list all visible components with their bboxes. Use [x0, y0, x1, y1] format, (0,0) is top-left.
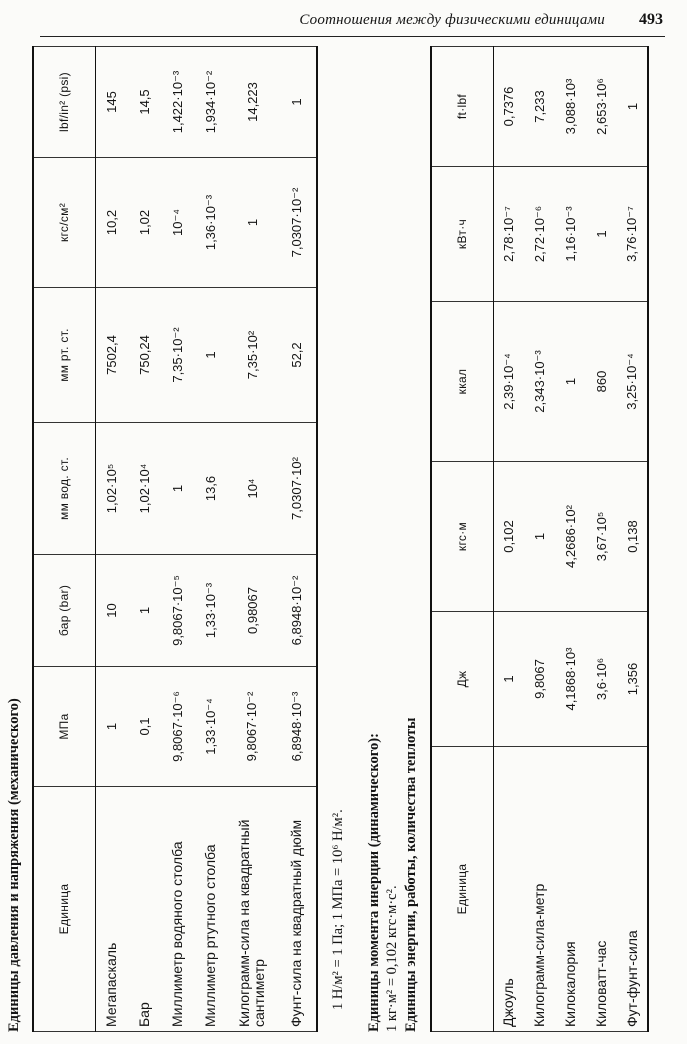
value-cell: 0,7376 — [493, 47, 524, 167]
table-row — [586, 47, 617, 1032]
pressure-header-cell: Единица — [33, 787, 95, 1032]
value-cell: 750,24 — [128, 288, 161, 423]
energy-header-cell: ккал — [431, 302, 493, 462]
inertia-conversion: 1 кг·м² = 0,102 кгс·м·с². — [384, 885, 400, 1032]
value-cell: 0,98067 — [227, 555, 277, 667]
table-row — [617, 47, 648, 1032]
pressure-header-cell: мм рт. ст. — [33, 288, 95, 423]
value-cell: 7,35·10⁻² — [161, 288, 194, 423]
pressure-table — [32, 46, 318, 1032]
value-cell: 1 — [128, 555, 161, 667]
energy-section-title: Единицы энергии, работы, количества теплоты — [403, 717, 419, 1032]
value-cell: 4,1868·10³ — [555, 612, 586, 747]
pressure-header-cell: мм вод. ст. — [33, 423, 95, 555]
value-cell: 2,72·10⁻⁶ — [524, 167, 555, 302]
value-cell: 4,2686·10² — [555, 462, 586, 612]
value-cell: 10,2 — [95, 158, 128, 288]
value-cell: 1,356 — [617, 612, 648, 747]
unit-name: Килограмм-сила-метр — [524, 747, 555, 1032]
value-cell: 1 — [161, 423, 194, 555]
value-cell: 3,67·10⁵ — [586, 462, 617, 612]
table-row — [227, 47, 277, 1032]
value-cell: 6,8948·10⁻² — [277, 555, 317, 667]
pressure-note: 1 Н/м² = 1 Па; 1 МПа = 10⁶ Н/м². — [330, 809, 346, 1010]
energy-table — [430, 46, 649, 1032]
value-cell: 1 — [555, 302, 586, 462]
value-cell: 7,0307·10² — [277, 423, 317, 555]
value-cell: 145 — [95, 47, 128, 158]
pressure-header-cell: МПа — [33, 667, 95, 787]
pressure-header-cell: бар (bar) — [33, 555, 95, 667]
value-cell: 1 — [95, 667, 128, 787]
table-row — [555, 47, 586, 1032]
value-cell: 860 — [586, 302, 617, 462]
energy-header-cell: ft·lbf — [431, 47, 493, 167]
value-cell: 1,16·10⁻³ — [555, 167, 586, 302]
value-cell: 13,6 — [194, 423, 227, 555]
value-cell: 1 — [586, 167, 617, 302]
value-cell: 0,102 — [493, 462, 524, 612]
value-cell: 1 — [617, 47, 648, 167]
pressure-header-cell: lbf/in² (psi) — [33, 47, 95, 158]
page-header — [40, 8, 665, 37]
table-row — [95, 47, 128, 1032]
unit-name: Фут-фунт-сила — [617, 747, 648, 1032]
value-cell: 1,36·10⁻³ — [194, 158, 227, 288]
value-cell: 2,78·10⁻⁷ — [493, 167, 524, 302]
page-number: 493 — [639, 11, 663, 28]
value-cell: 9,8067 — [524, 612, 555, 747]
value-cell: 3,25·10⁻⁴ — [617, 302, 648, 462]
running-title: Соотношения между физическими единицами — [299, 12, 605, 28]
unit-name: Бар — [128, 787, 161, 1032]
value-cell: 7,35·10² — [227, 288, 277, 423]
value-cell: 10 — [95, 555, 128, 667]
energy-header-cell: Дж — [431, 612, 493, 747]
value-cell: 1,02 — [128, 158, 161, 288]
unit-name: Килограмм-сила на квадратный сантиметр — [227, 787, 277, 1032]
value-cell: 1,422·10⁻³ — [161, 47, 194, 158]
value-cell: 14,223 — [227, 47, 277, 158]
value-cell: 3,6·10⁶ — [586, 612, 617, 747]
table-row — [493, 47, 524, 1032]
table-row — [524, 47, 555, 1032]
table-row — [277, 47, 317, 1032]
value-cell: 14,5 — [128, 47, 161, 158]
value-cell: 10⁴ — [227, 423, 277, 555]
energy-header-cell: кгс·м — [431, 462, 493, 612]
unit-name: Мегапаскаль — [95, 787, 128, 1032]
value-cell: 2,343·10⁻³ — [524, 302, 555, 462]
pressure-header-cell: кгс/см² — [33, 158, 95, 288]
value-cell: 1,33·10⁻³ — [194, 555, 227, 667]
energy-header-cell: кВт·ч — [431, 167, 493, 302]
value-cell: 3,76·10⁻⁷ — [617, 167, 648, 302]
value-cell: 9,8067·10⁻⁶ — [161, 667, 194, 787]
pressure-section-title: Единицы давления и напряжения (механического) — [6, 698, 22, 1032]
inertia-section-title: Единицы момента инерции (динамического): — [366, 733, 382, 1032]
value-cell: 6,8948·10⁻³ — [277, 667, 317, 787]
table-row — [194, 47, 227, 1032]
table-row — [128, 47, 161, 1032]
value-cell: 7,233 — [524, 47, 555, 167]
value-cell: 1,02·10⁵ — [95, 423, 128, 555]
value-cell: 1,934·10⁻² — [194, 47, 227, 158]
unit-name: Фунт-сила на квадратный дюйм — [277, 787, 317, 1032]
value-cell: 1,02·10⁴ — [128, 423, 161, 555]
value-cell: 7502,4 — [95, 288, 128, 423]
energy-header-row — [431, 47, 493, 1032]
unit-name: Килокалория — [555, 747, 586, 1032]
value-cell: 52,2 — [277, 288, 317, 423]
value-cell: 0,1 — [128, 667, 161, 787]
value-cell: 1 — [194, 288, 227, 423]
pressure-header-row — [33, 47, 95, 1032]
table-row — [161, 47, 194, 1032]
value-cell: 10⁻⁴ — [161, 158, 194, 288]
unit-name: Киловатт-час — [586, 747, 617, 1032]
value-cell: 1 — [493, 612, 524, 747]
value-cell: 2,653·10⁶ — [586, 47, 617, 167]
rotated-page-content — [0, 50, 660, 1040]
value-cell: 3,088·10³ — [555, 47, 586, 167]
value-cell: 0,138 — [617, 462, 648, 612]
value-cell: 1 — [227, 158, 277, 288]
unit-name: Джоуль — [493, 747, 524, 1032]
unit-name: Миллиметр ртутного столба — [194, 787, 227, 1032]
value-cell: 2,39·10⁻⁴ — [493, 302, 524, 462]
unit-name: Миллиметр водяного столба — [161, 787, 194, 1032]
value-cell: 1 — [277, 47, 317, 158]
value-cell: 9,8067·10⁻⁵ — [161, 555, 194, 667]
energy-header-cell: Единица — [431, 747, 493, 1032]
value-cell: 1 — [524, 462, 555, 612]
value-cell: 1,33·10⁻⁴ — [194, 667, 227, 787]
value-cell: 7,0307·10⁻² — [277, 158, 317, 288]
value-cell: 9,8067·10⁻² — [227, 667, 277, 787]
